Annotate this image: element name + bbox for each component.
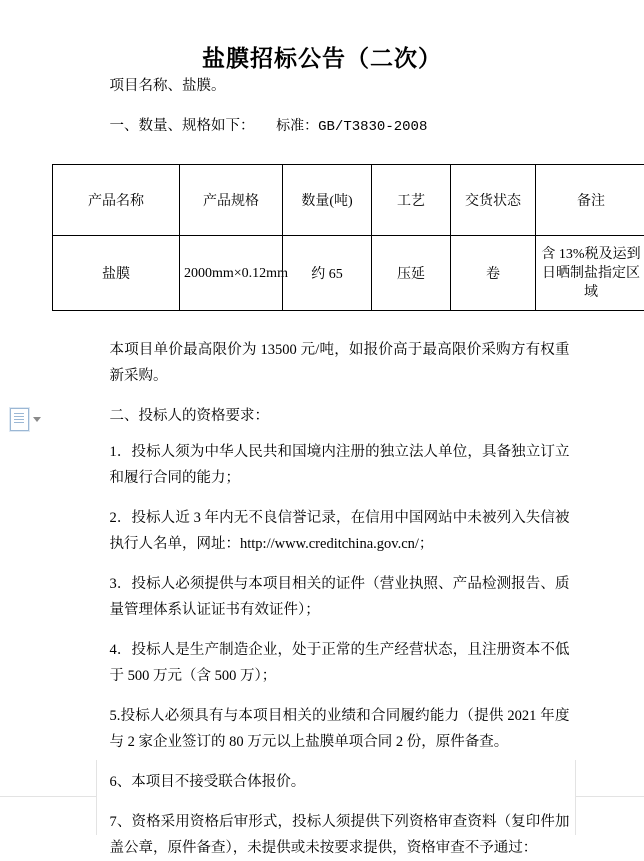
table-header-delivery-state: 交货状态: [451, 165, 536, 236]
requirement-item: 5.投标人必须具有与本项目相关的业绩和合同履约能力（提供 2021 年度与 2 家企业签订的 80 万元以上盐膜单项合同 2 份，原件备查。: [110, 703, 570, 755]
page-guide-line: [0, 796, 96, 797]
chevron-down-icon[interactable]: [33, 417, 41, 422]
table-header-product-spec: 产品规格: [180, 165, 283, 236]
table-header-quantity: 数量(吨): [283, 165, 372, 236]
cell-product-name: 盐膜: [53, 236, 180, 311]
document-body: [75, 73, 570, 140]
table-header-note: 备注: [536, 165, 644, 236]
table-row: [53, 236, 644, 311]
requirement-item: 2．投标人近 3 年内无不良信誉记录，在信用中国网站中未被列入失信被执行人名单，网址：http://www.creditchina.gov.cn/；: [110, 505, 570, 557]
cell-delivery-state: 卷: [451, 236, 536, 311]
cell-process: 压延: [372, 236, 451, 311]
attachment-marker[interactable]: [10, 408, 44, 430]
cell-note: 含 13%税及运到日晒制盐指定区域: [536, 236, 644, 311]
requirement-item: 6、本项目不接受联合体报价。: [110, 769, 570, 795]
section-one-heading: [110, 113, 570, 140]
page-guide-line: [575, 796, 644, 797]
project-name-paragraph: 项目名称、盐膜。: [110, 73, 570, 99]
document-body-continued: [75, 337, 570, 861]
cell-quantity: 约 65: [283, 236, 372, 311]
requirement-item: 3．投标人必须提供与本项目相关的证件（营业执照、产品检测报告、质量管理体系认证证书有效证件）；: [110, 571, 570, 623]
page-title: 盐膜招标公告（二次）: [0, 0, 644, 73]
requirement-item: 7、资格采用资格后审形式，投标人须提供下列资格审查资料（复印件加盖公章，原件备查），未提供或未按要求提供，资格审查不予通过：: [110, 809, 570, 861]
cell-product-spec: 2000mm×0.12mm: [180, 236, 283, 311]
section-two-heading: 二、投标人的资格要求：: [110, 403, 570, 429]
table-header-process: 工艺: [372, 165, 451, 236]
requirement-item: 1．投标人须为中华人民共和国境内注册的独立法人单位，具备独立订立和履行合同的能力；: [110, 439, 570, 491]
requirement-item: 4．投标人是生产制造企业，处于正常的生产经营状态，且注册资本不低于 500 万元（含 500 万）；: [110, 637, 570, 689]
document-attachment-icon[interactable]: [10, 408, 29, 431]
table-header-product-name: 产品名称: [53, 165, 180, 236]
price-limit-paragraph: 本项目单价最高限价为 13500 元/吨，如报价高于最高限价采购方有权重新采购。: [110, 337, 570, 389]
page-guide-line: [96, 760, 97, 835]
table-header-row: [53, 165, 644, 236]
page-guide-line: [575, 760, 576, 835]
specification-table: [52, 164, 644, 311]
section-one-label: 一、数量、规格如下：: [110, 118, 255, 134]
standard-label: 标准：GB/T3830-2008: [276, 119, 427, 135]
